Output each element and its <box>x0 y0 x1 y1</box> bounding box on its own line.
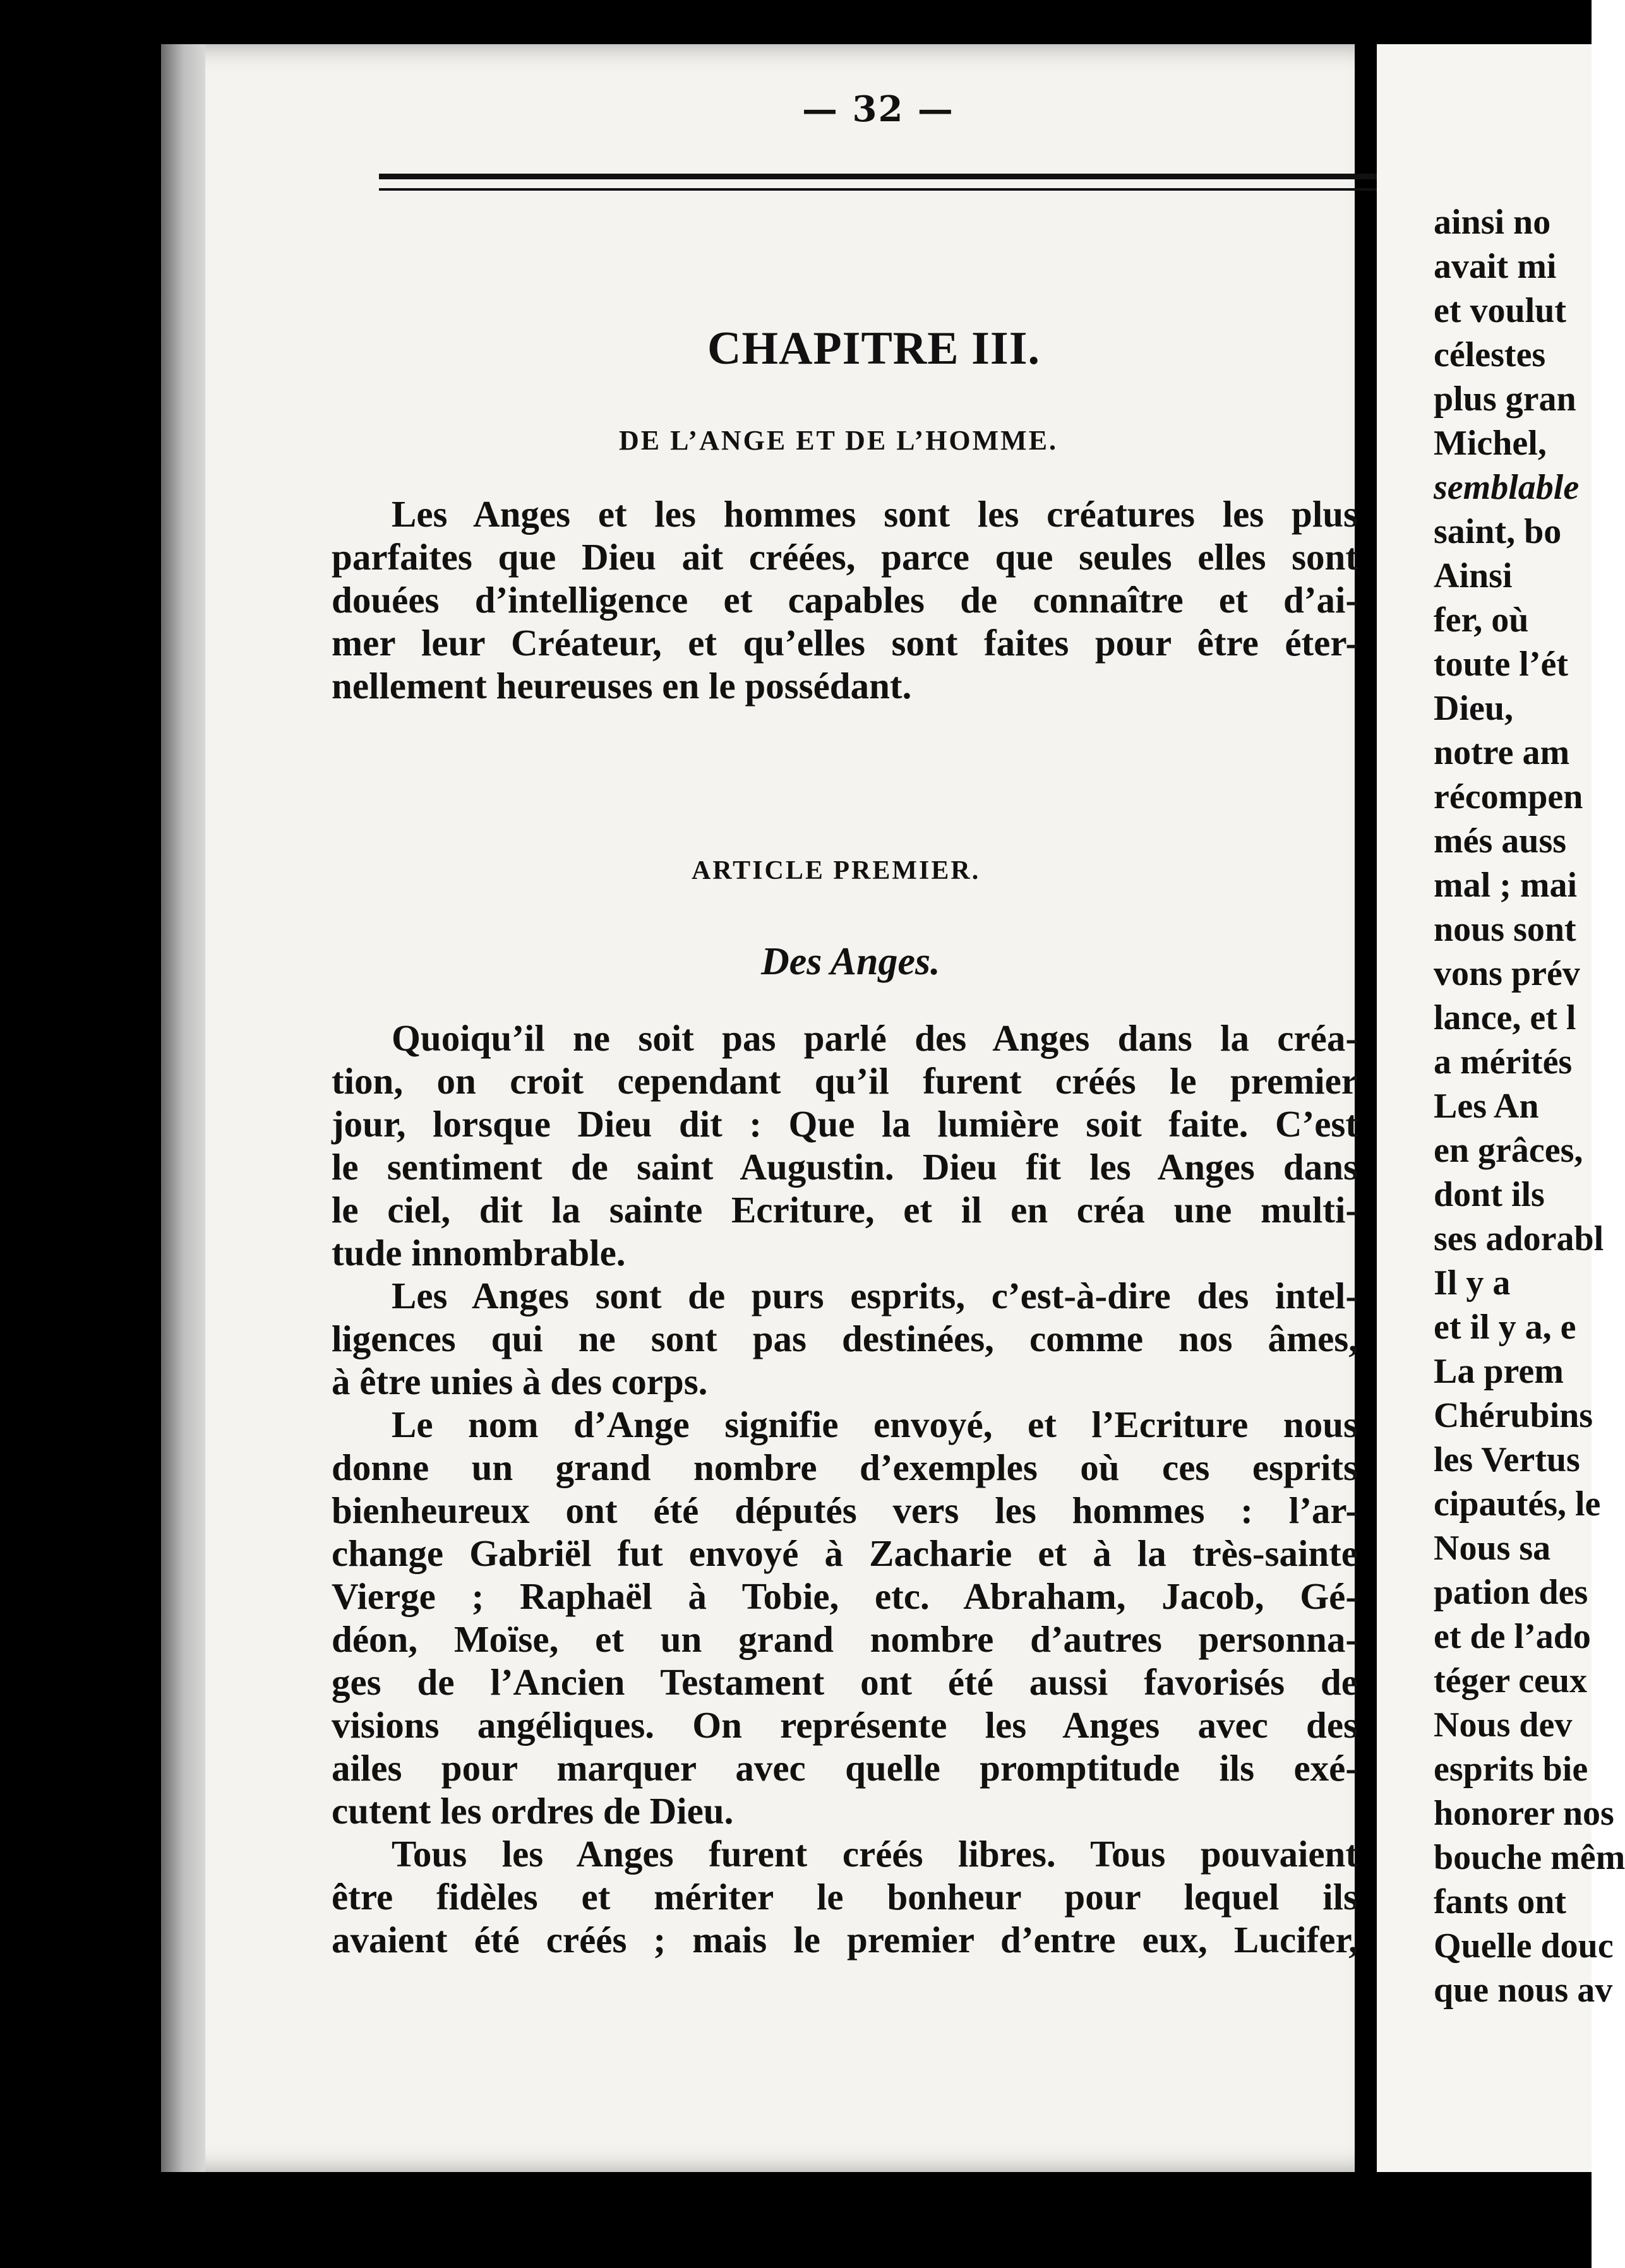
right-text-line: saint, bo <box>1434 512 1562 551</box>
right-text-line: célestes <box>1434 335 1546 374</box>
text-line: ligences qui ne sont pas destinées, comme nos âmes, <box>332 1318 1358 1359</box>
right-text-line: et voulut <box>1434 291 1566 330</box>
text-line: tion, on croit cependant qu’il furent créés le premier <box>332 1060 1358 1102</box>
right-text-line: fer, où <box>1434 600 1529 640</box>
text-line: parfaites que Dieu ait créées, parce que seules elles sont <box>332 536 1358 578</box>
text-line: Tous les Anges furent créés libres. Tous pouvaient <box>392 1833 1358 1875</box>
text-line: le sentiment de saint Augustin. Dieu fit les Anges dans <box>332 1146 1358 1188</box>
text-line: déon, Moïse, et un grand nombre d’autres personna- <box>332 1618 1358 1660</box>
section-title: Des Anges. <box>761 940 940 983</box>
text-line: nellement heureuses en le possédant. <box>332 665 912 707</box>
page-gutter <box>1355 44 1377 2172</box>
right-text-line: a mérités <box>1434 1042 1573 1082</box>
right-text-line: nous sont <box>1434 910 1576 949</box>
right-text-line: avait mi <box>1434 247 1557 286</box>
right-text-line: lance, et l <box>1434 998 1576 1037</box>
article-heading: ARTICLE PREMIER. <box>692 856 981 885</box>
right-text-line: cipautés, le <box>1434 1484 1601 1524</box>
right-text-line: en grâces, <box>1434 1131 1583 1170</box>
right-text-line: mal ; mai <box>1434 866 1578 905</box>
right-text-line: esprits bie <box>1434 1750 1588 1789</box>
text-line: jour, lorsque Dieu dit : Que la lumière soit faite. C’est <box>332 1103 1358 1145</box>
right-text-line: toute l’ét <box>1434 645 1569 684</box>
right-text-line: téger ceux <box>1434 1661 1588 1700</box>
right-text-line: Les An <box>1434 1087 1539 1126</box>
page-number: — 32 — <box>802 88 954 130</box>
text-line: cutent les ordres de Dieu. <box>332 1790 734 1832</box>
right-text-line: semblable <box>1434 468 1580 507</box>
right-text-line: Nous dev <box>1434 1705 1573 1745</box>
right-text-line: récompen <box>1434 777 1583 816</box>
right-text-line: Chérubins <box>1434 1396 1593 1435</box>
right-text-line: honorer nos <box>1434 1794 1614 1833</box>
header-rule-thin <box>379 188 1377 191</box>
body-text <box>332 1017 1358 1961</box>
intro-paragraph <box>332 492 1358 707</box>
right-text-line: Il y a <box>1434 1263 1511 1303</box>
text-line: tude innombrable. <box>332 1232 626 1274</box>
text-line: Vierge ; Raphaël à Tobie, etc. Abraham, Jacob, Gé- <box>332 1575 1358 1617</box>
text-line: le ciel, dit la sainte Ecriture, et il en créa une multi- <box>332 1189 1358 1231</box>
scan-border-top <box>0 0 1592 44</box>
text-line: avaient été créés ; mais le premier d’entre eux, Lucifer, <box>332 1919 1358 1961</box>
scan-border-left <box>0 0 161 2268</box>
right-text-line: pation des <box>1434 1573 1588 1612</box>
text-line: mer leur Créateur, et qu’elles sont faites pour être éter- <box>332 622 1358 664</box>
text-line: à être unies à des corps. <box>332 1361 708 1402</box>
header-rule-thick <box>379 174 1377 179</box>
right-text-line: Nous sa <box>1434 1529 1551 1568</box>
text-line: change Gabriël fut envoyé à Zacharie et à la très-sainte <box>332 1532 1358 1574</box>
right-text-line: et il y a, e <box>1434 1308 1576 1347</box>
right-text-line: fants ont <box>1434 1882 1567 1921</box>
right-text-line: Dieu, <box>1434 689 1513 728</box>
right-text-line: plus gran <box>1434 379 1576 419</box>
right-text-line: ainsi no <box>1434 203 1551 242</box>
right-text-line: vons prév <box>1434 954 1580 993</box>
text-line: Les Anges sont de purs esprits, c’est-à-dire des intel- <box>392 1275 1358 1316</box>
text-line: ailes pour marquer avec quelle promptitude ils exé- <box>332 1747 1358 1789</box>
right-text-line: notre am <box>1434 733 1570 772</box>
text-line: visions angéliques. On représente les Anges avec des <box>332 1704 1358 1746</box>
right-text-line: Quelle douc <box>1434 1926 1614 1966</box>
text-line: ges de l’Ancien Testament ont été aussi favorisés de <box>332 1661 1358 1703</box>
page-binding-edge <box>161 44 205 2172</box>
text-line: être fidèles et mériter le bonheur pour lequel ils <box>332 1876 1358 1918</box>
chapter-subtitle: DE L’ANGE ET DE L’HOMME. <box>619 425 1058 456</box>
text-line: douées d’intelligence et capables de connaître et d’ai- <box>332 579 1358 621</box>
right-text-line: La prem <box>1434 1352 1564 1391</box>
right-text-line: Michel, <box>1434 424 1547 463</box>
text-line: donne un grand nombre d’exemples où ces esprits <box>332 1447 1358 1488</box>
right-text-line: que nous av <box>1434 1971 1613 2010</box>
text-line: Les Anges et les hommes sont les créatures les plus <box>392 493 1358 535</box>
right-text-line: ses adorabl <box>1434 1219 1604 1258</box>
text-line: Quoiqu’il ne soit pas parlé des Anges dans la créa- <box>392 1017 1358 1059</box>
text-line: Le nom d’Ange signifie envoyé, et l’Ecriture nous <box>392 1404 1358 1445</box>
right-text-line: bouche mêm <box>1434 1838 1625 1877</box>
right-text-line: més auss <box>1434 821 1567 861</box>
scan-border-bottom <box>0 2172 1592 2268</box>
chapter-title: CHAPITRE III. <box>707 323 1040 374</box>
right-text-line: les Vertus <box>1434 1440 1580 1479</box>
right-text-line: dont ils <box>1434 1175 1545 1214</box>
right-text-line: Ainsi <box>1434 556 1513 595</box>
text-line: bienheureux ont été députés vers les hommes : l’ar- <box>332 1489 1358 1531</box>
right-text-line: et de l’ado <box>1434 1617 1591 1656</box>
